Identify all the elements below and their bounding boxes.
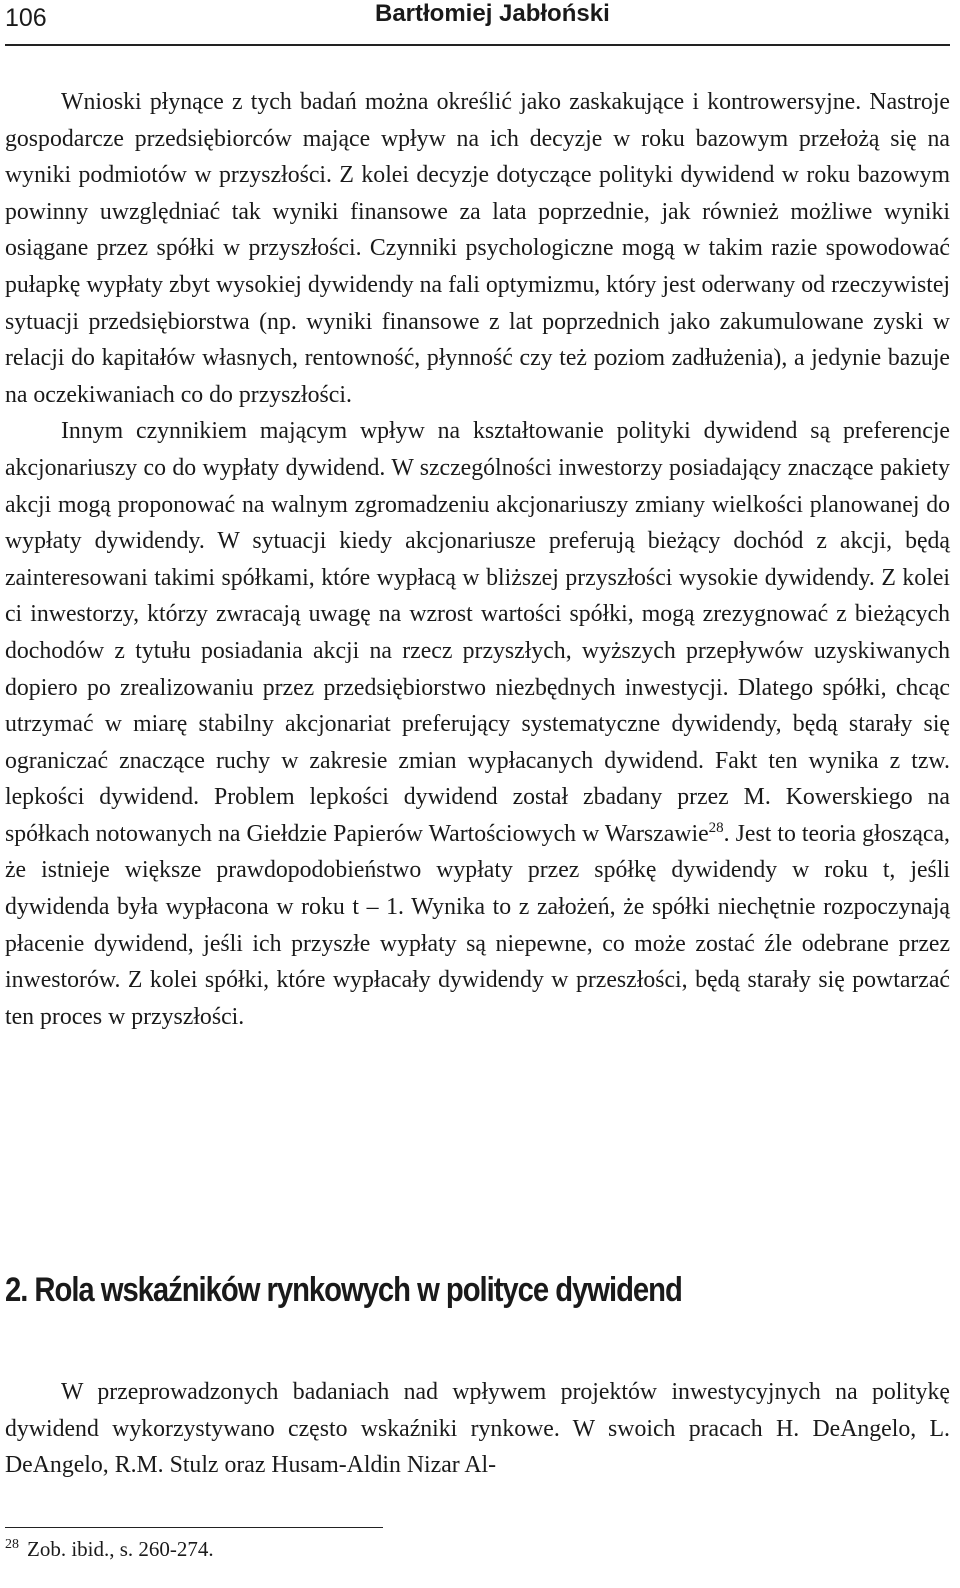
paragraph-text: . Jest to teoria głosząca, że istnieje większe prawdopodobieństwo wypłaty przez spółkę dywidendy w roku t, jeśli dywidenda była wypłacona w roku t – 1. Wynika to z założeń, że spółki niechętnie rozpoczynają płacenie dywidend, jeśli ich przyszłe wypłaty są niepewne, co może zostać źle odebrane przez inwestorów. Z kolei spółki, które wypłacały dywidendy w przeszłości, będą starały się powtarzać ten proces w przyszłości.	[5, 820, 950, 1030]
running-head-author: Bartłomiej Jabłoński	[375, 0, 610, 27]
body-text	[5, 84, 950, 1035]
section-body-text	[5, 1374, 950, 1484]
footnote-number: 28	[5, 1537, 19, 1552]
paragraph-text: Innym czynnikiem mającym wpływ na kształtowanie polityki dywidend są preferencje akcjonariuszy co do wypłaty dywidend. W szczególności inwestorzy posiadający znaczące pakiety akcji mogą proponować na walnym zgromadzeniu akcjonariuszy zmiany wielkości planowanej do wypłaty dywidendy. W sytuacji kiedy akcjonariusze preferują bieżący dochód z akcji, będą zainteresowani takimi spółkami, które wypłacą w bliższej przyszłości wysokie dywidendy. Z kolei ci inwestorzy, którzy zwracają uwagę na wzrost wartości spółki, mogą zrezygnować z bieżących dochodów z tytułu posiadania akcji na rzecz przyszłych, wyższych przepływów uzyskiwanych dopiero po zrealizowaniu przez przedsiębiorstwo niezbędnych inwestycji. Dlatego spółki, chcąc utrzymać w miarę stabilny akcjonariat preferujący systematyczne dywidendy, będą starały się ograniczać znaczące ruchy w zakresie zmian wypłacanych dywidend. Fakt ten wynika z tzw. lepkości dywidend. Problem lepkości dywidend został zbadany przez M. Kowerskiego na spółkach notowanych na Giełdzie Papierów Wartościowych w Warszawie	[5, 418, 950, 847]
footnote	[5, 1534, 214, 1564]
paragraph	[5, 413, 950, 1035]
footnote-text: Zob. ibid., s. 260-274.	[27, 1537, 214, 1561]
footnote-divider	[5, 1527, 383, 1528]
section-heading: 2. Rola wskaźników rynkowych w polityce dywidend	[5, 1271, 682, 1309]
footnote-reference: 28	[708, 819, 724, 836]
page-number: 106	[5, 4, 47, 32]
page-header	[5, 0, 950, 46]
paragraph: Wnioski płynące z tych badań można określić jako zaskakujące i kontrowersyjne. Nastroje gospodarcze przedsiębiorców mające wpływ na ich decyzje w roku bazowym przełożą się na wyniki podmiotów w przyszłości. Z kolei decyzje dotyczące polityki dywidend w roku bazowym powinny uwzględniać tak wyniki finansowe za lata poprzednie, jak również możliwe wyniki osiągane przez spółki w przyszłości. Czynniki psychologiczne mogą w takim razie spowodować pułapkę wypłaty zbyt wysokiej dywidendy na fali optymizmu, który jest oderwany od rzeczywistej sytuacji przedsiębiorstwa (np. wyniki finansowe z lat poprzednich jako zakumulowane zyski w relacji do kapitałów własnych, rentowność, płynność czy też poziom zadłużenia), a jedynie bazuje na oczekiwaniach co do przyszłości.	[5, 89, 950, 408]
paragraph: W przeprowadzonych badaniach nad wpływem projektów inwestycyjnych na politykę dywidend wykorzystywano często wskaźniki rynkowe. W swoich pracach H. DeAngelo, L. DeAngelo, R.M. Stulz oraz Husam-Aldin Nizar Al-	[5, 1379, 950, 1479]
